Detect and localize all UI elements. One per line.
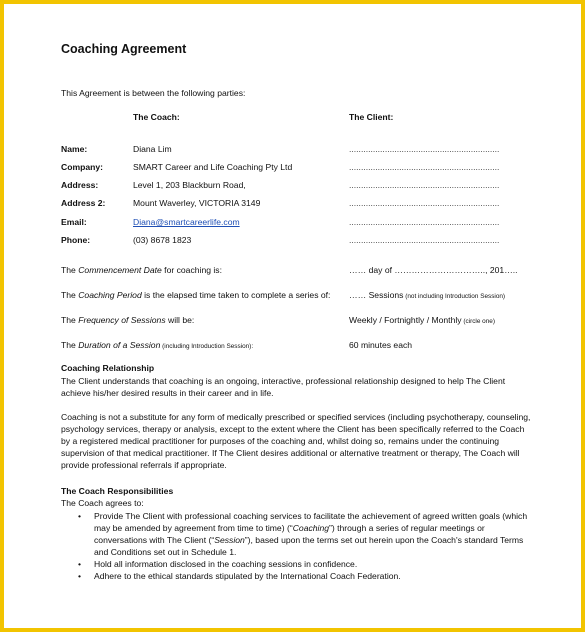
commencement-label: The Commencement Date for coaching is: [61, 265, 222, 275]
bullet-glyph: • [78, 559, 82, 569]
client-email-field[interactable]: ............................................................... [349, 217, 500, 227]
field-label-address: Address: [61, 180, 99, 190]
period-value[interactable]: …… Sessions (not including Introduction Session) [349, 290, 506, 300]
relationship-heading: Coaching Relationship [61, 363, 155, 373]
field-label-email: Email: [61, 217, 87, 227]
duration-value: 60 minutes each [349, 340, 413, 350]
intro-text: This Agreement is between the following parties: [61, 88, 246, 98]
coach-email-link[interactable]: Diana@smartcareerlife.com [133, 217, 240, 227]
relationship-paragraph-1: The Client understands that coaching is an ongoing, interactive, professional relationship designed to help The Client achieve his/her desired results in their career and in life. [61, 376, 506, 398]
coach-phone: (03) 8678 1823 [133, 235, 192, 245]
client-header: The Client: [349, 112, 394, 122]
list-item: • Adhere to the ethical standards stipulated by the International Coach Federation. [78, 571, 401, 581]
responsibilities-heading: The Coach Responsibilities [61, 486, 174, 496]
client-company-field[interactable]: ............................................................... [349, 162, 500, 172]
responsibilities-intro: The Coach agrees to: [61, 498, 144, 508]
field-label-phone: Phone: [61, 235, 91, 245]
document-page [4, 4, 581, 628]
bullet-glyph: • [78, 571, 82, 581]
coach-header: The Coach: [133, 112, 180, 122]
client-name-field[interactable]: ............................................................... [349, 144, 500, 154]
coach-address2: Mount Waverley, VICTORIA 3149 [133, 198, 261, 208]
client-address2-field[interactable]: ............................................................... [349, 198, 500, 208]
list-item: • Provide The Client with professional coaching services to facilitate the achievement of agreed written goals (which may be amended by agreement from time to time) (“Coaching”) through a series of regular meetings or conversations with The Client (“Session”), based upon the terms set out herein upon the Coach's standard Terms and Conditions set out in Schedule 1. [78, 511, 528, 557]
bullet-glyph: • [78, 511, 82, 521]
frequency-value[interactable]: Weekly / Fortnightly / Monthly (circle one) [349, 315, 495, 325]
responsibilities-list [61, 510, 531, 582]
client-address-field[interactable]: ............................................................... [349, 180, 500, 190]
list-item: • Hold all information disclosed in the coaching sessions in confidence. [78, 559, 358, 569]
field-label-company: Company: [61, 162, 104, 172]
field-label-name: Name: [61, 144, 88, 154]
duration-label: The Duration of a Session (including Introduction Session): [61, 340, 254, 350]
period-label: The Coaching Period is the elapsed time taken to complete a series of: [61, 290, 331, 300]
document-title: Coaching Agreement [61, 42, 187, 56]
field-label-address2: Address 2: [61, 198, 106, 208]
frequency-label: The Frequency of Sessions will be: [61, 315, 195, 325]
coach-company: SMART Career and Life Coaching Pty Ltd [133, 162, 293, 172]
commencement-value[interactable]: …… day of ………………………….., 201….. [349, 265, 518, 275]
coach-address: Level 1, 203 Blackburn Road, [133, 180, 246, 190]
relationship-paragraph-2: Coaching is not a substitute for any form of medically prescribed or specified services (including psychotherapy, counseling, psychology services, therapy or analysis, except to the extent where the Client has been specifically referred to the Coach by a registered medical practitioner for purposes of the coaching and, whilst doing so, remains under the continuing supervision of that medical practitioner. If The Client desires additional or alternative treatment or therapy, The Coach will provide professional referrals if appropriate. [61, 412, 531, 470]
coach-name: Diana Lim [133, 144, 172, 154]
client-phone-field[interactable]: ............................................................... [349, 235, 500, 245]
